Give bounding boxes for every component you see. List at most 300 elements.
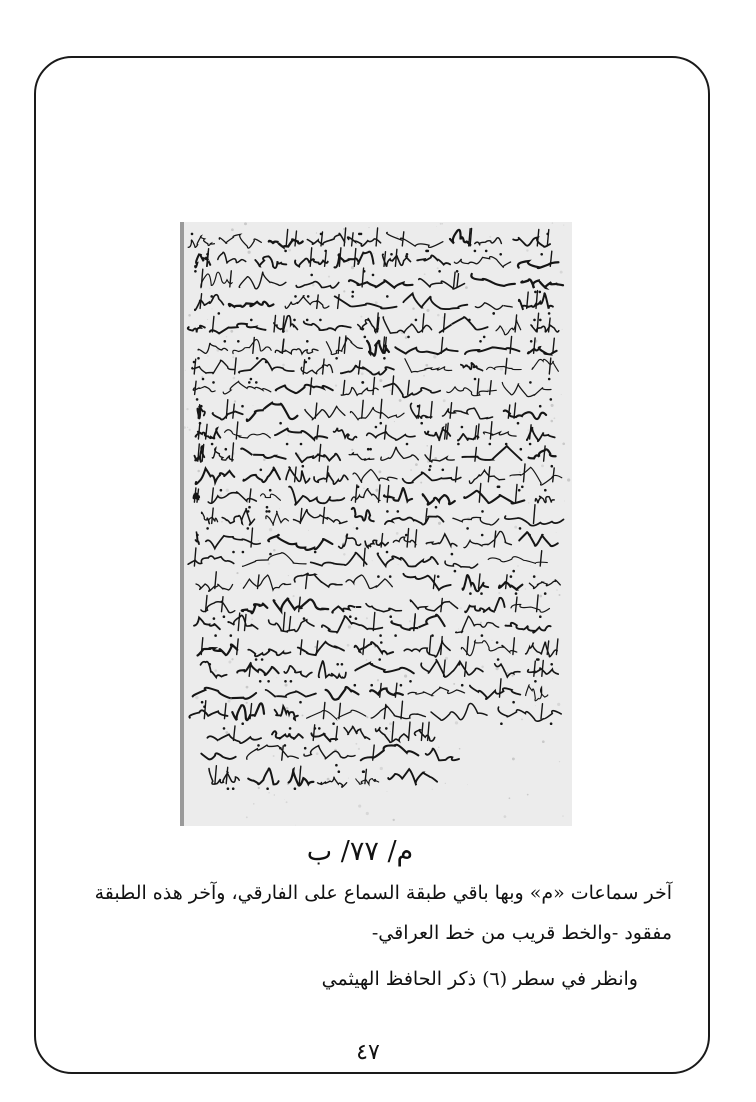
handwriting-stroke <box>440 317 488 332</box>
paper-speck <box>459 748 461 750</box>
handwriting-dot <box>483 336 486 339</box>
paper-speck <box>426 309 429 312</box>
handwriting-ascender <box>430 446 432 461</box>
paper-speck <box>240 583 241 584</box>
paper-speck <box>373 253 374 254</box>
note-line-1: آخر سماعات «م» وبها باقي طبقة السماع على الفارقي، وآخر هذه الطبقة <box>94 882 672 904</box>
handwriting-dot <box>201 701 204 704</box>
handwriting-ascender <box>238 613 240 631</box>
paper-speck <box>211 308 212 309</box>
handwriting-ascender <box>319 444 321 461</box>
handwriting-dot <box>211 443 214 446</box>
paper-speck <box>214 669 217 672</box>
handwriting-ascender <box>401 701 403 719</box>
handwriting-stroke <box>352 508 374 521</box>
handwriting-dot <box>307 295 310 298</box>
handwriting-dot <box>428 469 431 472</box>
handwriting-dot <box>370 684 373 687</box>
handwriting-dot <box>314 551 317 554</box>
handwriting-dot <box>496 641 499 644</box>
handwriting-ascender <box>234 726 236 740</box>
paper-speck <box>512 757 515 760</box>
handwriting-dot <box>458 663 461 666</box>
paper-speck <box>393 819 395 821</box>
handwriting-ascender <box>534 338 536 353</box>
handwriting-dot <box>539 291 542 294</box>
paper-speck <box>481 666 484 669</box>
handwriting-stroke <box>349 453 374 460</box>
handwriting-ascender <box>283 613 285 631</box>
handwriting-ascender <box>379 485 381 502</box>
handwriting-stroke <box>218 252 246 263</box>
handwriting-dot <box>193 361 196 364</box>
handwriting-dot <box>534 291 537 294</box>
handwriting-ascender <box>344 336 346 353</box>
handwriting-stroke <box>341 365 394 375</box>
handwriting-stroke <box>410 600 457 611</box>
handwriting-stroke <box>201 662 227 678</box>
handwriting-ascender <box>376 228 378 246</box>
paper-speck <box>432 789 433 790</box>
handwriting-dot <box>362 381 365 384</box>
handwriting-stroke <box>305 406 345 420</box>
paper-speck <box>225 731 228 734</box>
paper-speck <box>500 367 503 370</box>
handwriting-dot <box>515 592 518 595</box>
paper-speck <box>195 696 198 699</box>
handwriting-stroke <box>461 641 516 656</box>
handwriting-ascender <box>513 638 515 655</box>
handwriting-ascender <box>541 704 543 719</box>
handwriting-stroke <box>469 470 504 483</box>
handwriting-ascender <box>235 358 237 374</box>
handwriting-dot <box>232 787 235 790</box>
handwriting-stroke <box>243 553 307 567</box>
handwriting-ascender <box>344 228 346 246</box>
handwriting-dot <box>294 295 297 298</box>
handwriting-ascender <box>441 637 443 655</box>
paper-speck <box>377 679 379 681</box>
handwriting-stroke <box>531 325 559 332</box>
paper-speck <box>480 622 482 624</box>
handwriting-ascender <box>445 424 447 439</box>
paper-speck <box>409 620 411 622</box>
paper-speck <box>528 502 530 504</box>
paper-speck <box>286 801 288 803</box>
handwriting-dot <box>290 680 293 683</box>
handwriting-stroke <box>188 236 214 247</box>
handwriting-dot <box>512 570 515 573</box>
handwriting-stroke <box>286 467 310 483</box>
handwriting-stroke <box>198 644 238 655</box>
handwriting-stroke <box>404 640 450 656</box>
paper-speck <box>528 429 529 430</box>
handwriting-dot <box>544 592 547 595</box>
handwriting-ascender <box>200 294 202 309</box>
paper-speck <box>433 355 436 358</box>
handwriting-ascender <box>500 679 502 697</box>
paper-speck <box>358 748 360 750</box>
paper-speck <box>530 565 531 566</box>
handwriting-dot <box>498 486 501 489</box>
handwriting-ascender <box>479 574 481 589</box>
paper-speck <box>335 384 337 386</box>
paper-speck <box>396 532 399 535</box>
handwriting-ascender <box>444 660 446 676</box>
handwriting-ascender <box>362 400 364 418</box>
handwriting-stroke <box>499 582 522 590</box>
paper-speck <box>348 625 351 628</box>
handwriting-ascender <box>537 313 539 332</box>
handwriting-dot <box>319 319 322 322</box>
handwriting-ascender <box>421 723 423 740</box>
handwriting-dot <box>548 378 551 381</box>
paper-speck <box>378 470 381 473</box>
paper-speck <box>316 232 317 233</box>
handwriting-stroke <box>219 234 261 248</box>
handwriting-stroke <box>201 753 235 759</box>
handwriting-ascender <box>407 529 409 547</box>
handwriting-ascender <box>447 423 449 439</box>
handwriting-ascender <box>544 446 546 461</box>
handwriting-dot <box>500 722 503 725</box>
handwriting-ascender <box>274 316 276 332</box>
handwriting-dot <box>303 617 306 620</box>
handwriting-ascender <box>510 336 512 353</box>
handwriting-stroke <box>192 360 235 373</box>
handwriting-dot <box>302 465 305 468</box>
handwriting-dot <box>518 489 521 492</box>
paper-speck <box>526 249 528 251</box>
handwriting-dot <box>210 295 213 298</box>
handwriting-stroke <box>193 387 215 392</box>
paper-speck <box>285 684 288 687</box>
handwriting-dot <box>261 658 264 661</box>
paper-speck <box>434 457 437 460</box>
handwriting-dot <box>407 336 410 339</box>
handwriting-stroke <box>395 347 457 354</box>
paper-speck <box>398 564 399 565</box>
handwriting-dot <box>289 727 292 730</box>
paper-speck <box>314 646 316 648</box>
handwriting-ascender <box>402 232 404 246</box>
handwriting-stroke <box>274 598 329 611</box>
handwriting-dot <box>375 426 378 429</box>
handwriting-dot <box>200 405 203 408</box>
handwriting-ascender <box>215 766 217 784</box>
handwriting-stroke <box>223 381 271 394</box>
handwriting-ascender <box>201 638 203 655</box>
handwriting-stroke <box>408 687 465 696</box>
handwriting-stroke <box>381 447 419 460</box>
handwriting-dot <box>227 787 230 790</box>
handwriting-dot <box>389 575 392 578</box>
handwriting-stroke <box>201 272 232 288</box>
handwriting-dot <box>546 233 549 236</box>
handwriting-ascender <box>233 404 235 418</box>
paper-speck <box>467 784 468 785</box>
paper-speck <box>552 678 553 679</box>
paper-speck <box>562 329 563 330</box>
handwriting-dot <box>269 489 272 492</box>
handwriting-ascender <box>454 272 456 287</box>
paper-speck <box>567 478 570 481</box>
paper-speck <box>236 572 238 574</box>
handwriting-dot <box>438 270 441 273</box>
handwriting-ascender <box>299 597 301 612</box>
handwriting-ascender <box>325 253 327 267</box>
handwriting-dot <box>468 319 471 322</box>
handwriting-stroke <box>307 710 366 719</box>
handwriting-stroke <box>243 575 290 590</box>
handwriting-dot <box>405 534 408 537</box>
paper-speck <box>353 554 354 555</box>
handwriting-dot <box>223 727 226 730</box>
handwriting-dot <box>533 319 536 322</box>
handwriting-dot <box>510 575 513 578</box>
handwriting-ascender <box>392 722 394 741</box>
paper-speck <box>355 743 357 745</box>
paper-speck <box>273 755 275 757</box>
paper-speck <box>288 249 291 252</box>
handwriting-ascender <box>323 702 325 718</box>
paper-speck <box>380 767 383 770</box>
handwriting-dot <box>310 274 313 277</box>
handwriting-dot <box>528 534 531 537</box>
handwriting-ascender <box>387 486 389 503</box>
handwriting-dot <box>390 253 393 256</box>
handwriting-stroke <box>388 769 437 785</box>
handwriting-ascender <box>542 660 544 676</box>
handwriting-stroke <box>358 318 379 331</box>
paper-speck <box>251 619 252 620</box>
paper-speck <box>282 364 285 367</box>
handwriting-stroke <box>248 768 278 784</box>
manuscript-caption: م/ ٧٧/ ب <box>306 836 414 867</box>
handwriting-dot <box>364 336 367 339</box>
handwriting-dot <box>466 527 469 530</box>
handwriting-stroke <box>518 261 558 268</box>
paper-speck <box>348 778 349 779</box>
handwriting-dot <box>237 340 240 343</box>
handwriting-ascender <box>365 769 367 783</box>
handwriting-ascender <box>286 229 288 246</box>
note-line-2: مفقود -والخط قريب من خط العراقي- <box>371 922 672 944</box>
paper-speck <box>437 314 440 317</box>
handwriting-ascender <box>547 230 549 246</box>
paper-speck <box>389 722 392 725</box>
handwriting-dot <box>265 361 268 364</box>
handwriting-stroke <box>276 385 333 393</box>
handwriting-stroke <box>532 359 558 371</box>
paper-speck <box>185 370 186 371</box>
handwriting-stroke <box>378 553 438 566</box>
paper-speck <box>541 464 544 467</box>
paper-speck <box>343 549 344 550</box>
handwriting-dot <box>521 486 524 489</box>
handwriting-ascender <box>534 505 536 524</box>
handwriting-stroke <box>387 232 443 247</box>
handwriting-dot <box>474 250 477 253</box>
handwriting-stroke <box>498 707 561 721</box>
handwriting-stroke <box>272 731 303 739</box>
handwriting-dot <box>335 764 338 767</box>
note-line-3: وانظر في سطر (٦) ذكر الحافظ الهيثمي <box>321 968 638 990</box>
handwriting-ascender <box>530 425 532 439</box>
paper-speck <box>443 399 446 402</box>
handwriting-stroke <box>526 685 548 701</box>
handwriting-dot <box>265 510 268 513</box>
handwriting-dot <box>394 634 397 637</box>
paper-speck <box>409 488 410 489</box>
paper-speck <box>399 399 402 402</box>
paper-speck <box>372 560 373 561</box>
handwriting-ascender <box>553 468 555 482</box>
handwriting-ascender <box>215 572 217 589</box>
paper-speck <box>379 379 382 382</box>
paper-speck <box>246 686 249 689</box>
handwriting-dot <box>349 615 352 618</box>
handwriting-stroke <box>535 496 554 503</box>
handwriting-stroke <box>242 604 268 614</box>
handwriting-stroke <box>298 642 344 655</box>
handwriting-stroke <box>513 237 550 246</box>
paper-speck <box>309 238 310 239</box>
handwriting-stroke <box>247 745 299 759</box>
paper-speck <box>551 420 554 423</box>
handwriting-ascender <box>198 423 200 439</box>
handwriting-ascender <box>392 376 394 394</box>
paper-speck <box>438 522 441 525</box>
handwriting-dot <box>284 680 287 683</box>
paper-speck <box>226 336 227 337</box>
handwriting-ascender <box>441 598 443 611</box>
handwriting-dot <box>284 744 287 747</box>
handwriting-dot <box>284 250 287 253</box>
handwriting-ascender <box>429 636 431 655</box>
handwriting-dot <box>519 527 522 530</box>
paper-speck <box>232 356 234 358</box>
handwriting-stroke <box>269 620 314 632</box>
handwriting-dot <box>378 658 381 661</box>
handwriting-stroke <box>311 553 367 566</box>
handwriting-ascender <box>524 464 526 482</box>
handwriting-dot <box>351 295 354 298</box>
paper-speck <box>564 501 565 502</box>
handwriting-ascender <box>295 467 297 482</box>
handwriting-stroke <box>212 448 233 460</box>
paper-speck <box>343 553 345 555</box>
handwriting-dot <box>269 553 272 556</box>
paper-speck <box>551 404 554 407</box>
paper-speck <box>366 659 367 660</box>
handwriting-stroke <box>318 777 347 787</box>
handwriting-stroke <box>461 363 483 371</box>
handwriting-ascender <box>457 274 459 287</box>
paper-speck <box>557 703 560 706</box>
handwriting-ascender <box>431 402 433 419</box>
paper-speck <box>347 644 350 647</box>
handwriting-dot <box>386 510 389 513</box>
paper-speck <box>353 527 354 528</box>
handwriting-dot <box>277 534 280 537</box>
handwriting-dot <box>386 551 389 554</box>
handwriting-stroke <box>355 642 394 655</box>
handwriting-dot <box>451 553 454 556</box>
handwriting-dot <box>308 357 311 360</box>
handwriting-dot <box>457 443 460 446</box>
paper-speck <box>458 629 459 630</box>
paper-speck <box>465 286 468 289</box>
handwriting-dot <box>372 274 375 277</box>
handwriting-dot <box>256 357 259 360</box>
handwriting-stroke <box>383 317 431 333</box>
handwriting-stroke <box>371 706 425 719</box>
handwriting-dot <box>480 592 483 595</box>
handwriting-dot <box>320 233 323 236</box>
paper-speck <box>445 783 446 784</box>
handwriting-stroke <box>445 561 478 568</box>
handwriting-stroke <box>355 663 414 673</box>
handwriting-stroke <box>450 230 470 245</box>
paper-speck <box>387 791 388 792</box>
paper-speck <box>295 825 296 826</box>
handwriting-dot <box>324 250 327 253</box>
handwriting-dot <box>377 575 380 578</box>
handwriting-ascender <box>409 722 411 740</box>
handwriting-ascender <box>516 484 518 502</box>
paper-speck <box>498 592 500 594</box>
handwriting-ascender <box>408 380 410 394</box>
handwriting-stroke <box>274 316 298 332</box>
paper-speck <box>368 227 369 228</box>
paper-speck <box>338 356 340 358</box>
paper-speck <box>268 792 270 794</box>
paper-speck <box>412 307 415 310</box>
handwriting-stroke <box>289 487 344 505</box>
paper-speck <box>562 815 563 816</box>
paper-speck <box>442 223 443 224</box>
paper-speck <box>227 700 230 703</box>
paper-speck <box>233 377 236 380</box>
handwriting-dot <box>242 551 245 554</box>
paper-speck <box>361 372 364 375</box>
handwriting-dot <box>380 641 383 644</box>
paper-speck <box>556 532 557 533</box>
handwriting-stroke <box>447 387 497 396</box>
handwriting-stroke <box>454 257 510 268</box>
handwriting-dot <box>437 575 440 578</box>
paper-speck <box>286 707 289 710</box>
handwriting-dot <box>456 270 459 273</box>
handwriting-dot <box>286 443 289 446</box>
paper-speck <box>494 470 495 471</box>
handwriting-stroke <box>229 302 274 308</box>
handwriting-stroke <box>195 532 199 545</box>
handwriting-stroke <box>475 303 512 310</box>
manuscript-handwriting-graphic <box>180 222 572 826</box>
handwriting-dot <box>377 340 380 343</box>
handwriting-dot <box>360 233 363 236</box>
handwriting-ascender <box>204 701 206 719</box>
handwriting-ascender <box>212 488 214 502</box>
handwriting-stroke <box>487 366 522 369</box>
handwriting-stroke <box>296 453 340 462</box>
handwriting-ascender <box>475 448 477 462</box>
paper-speck <box>366 716 368 718</box>
handwriting-ascender <box>338 295 340 309</box>
handwriting-ascender <box>488 467 490 482</box>
